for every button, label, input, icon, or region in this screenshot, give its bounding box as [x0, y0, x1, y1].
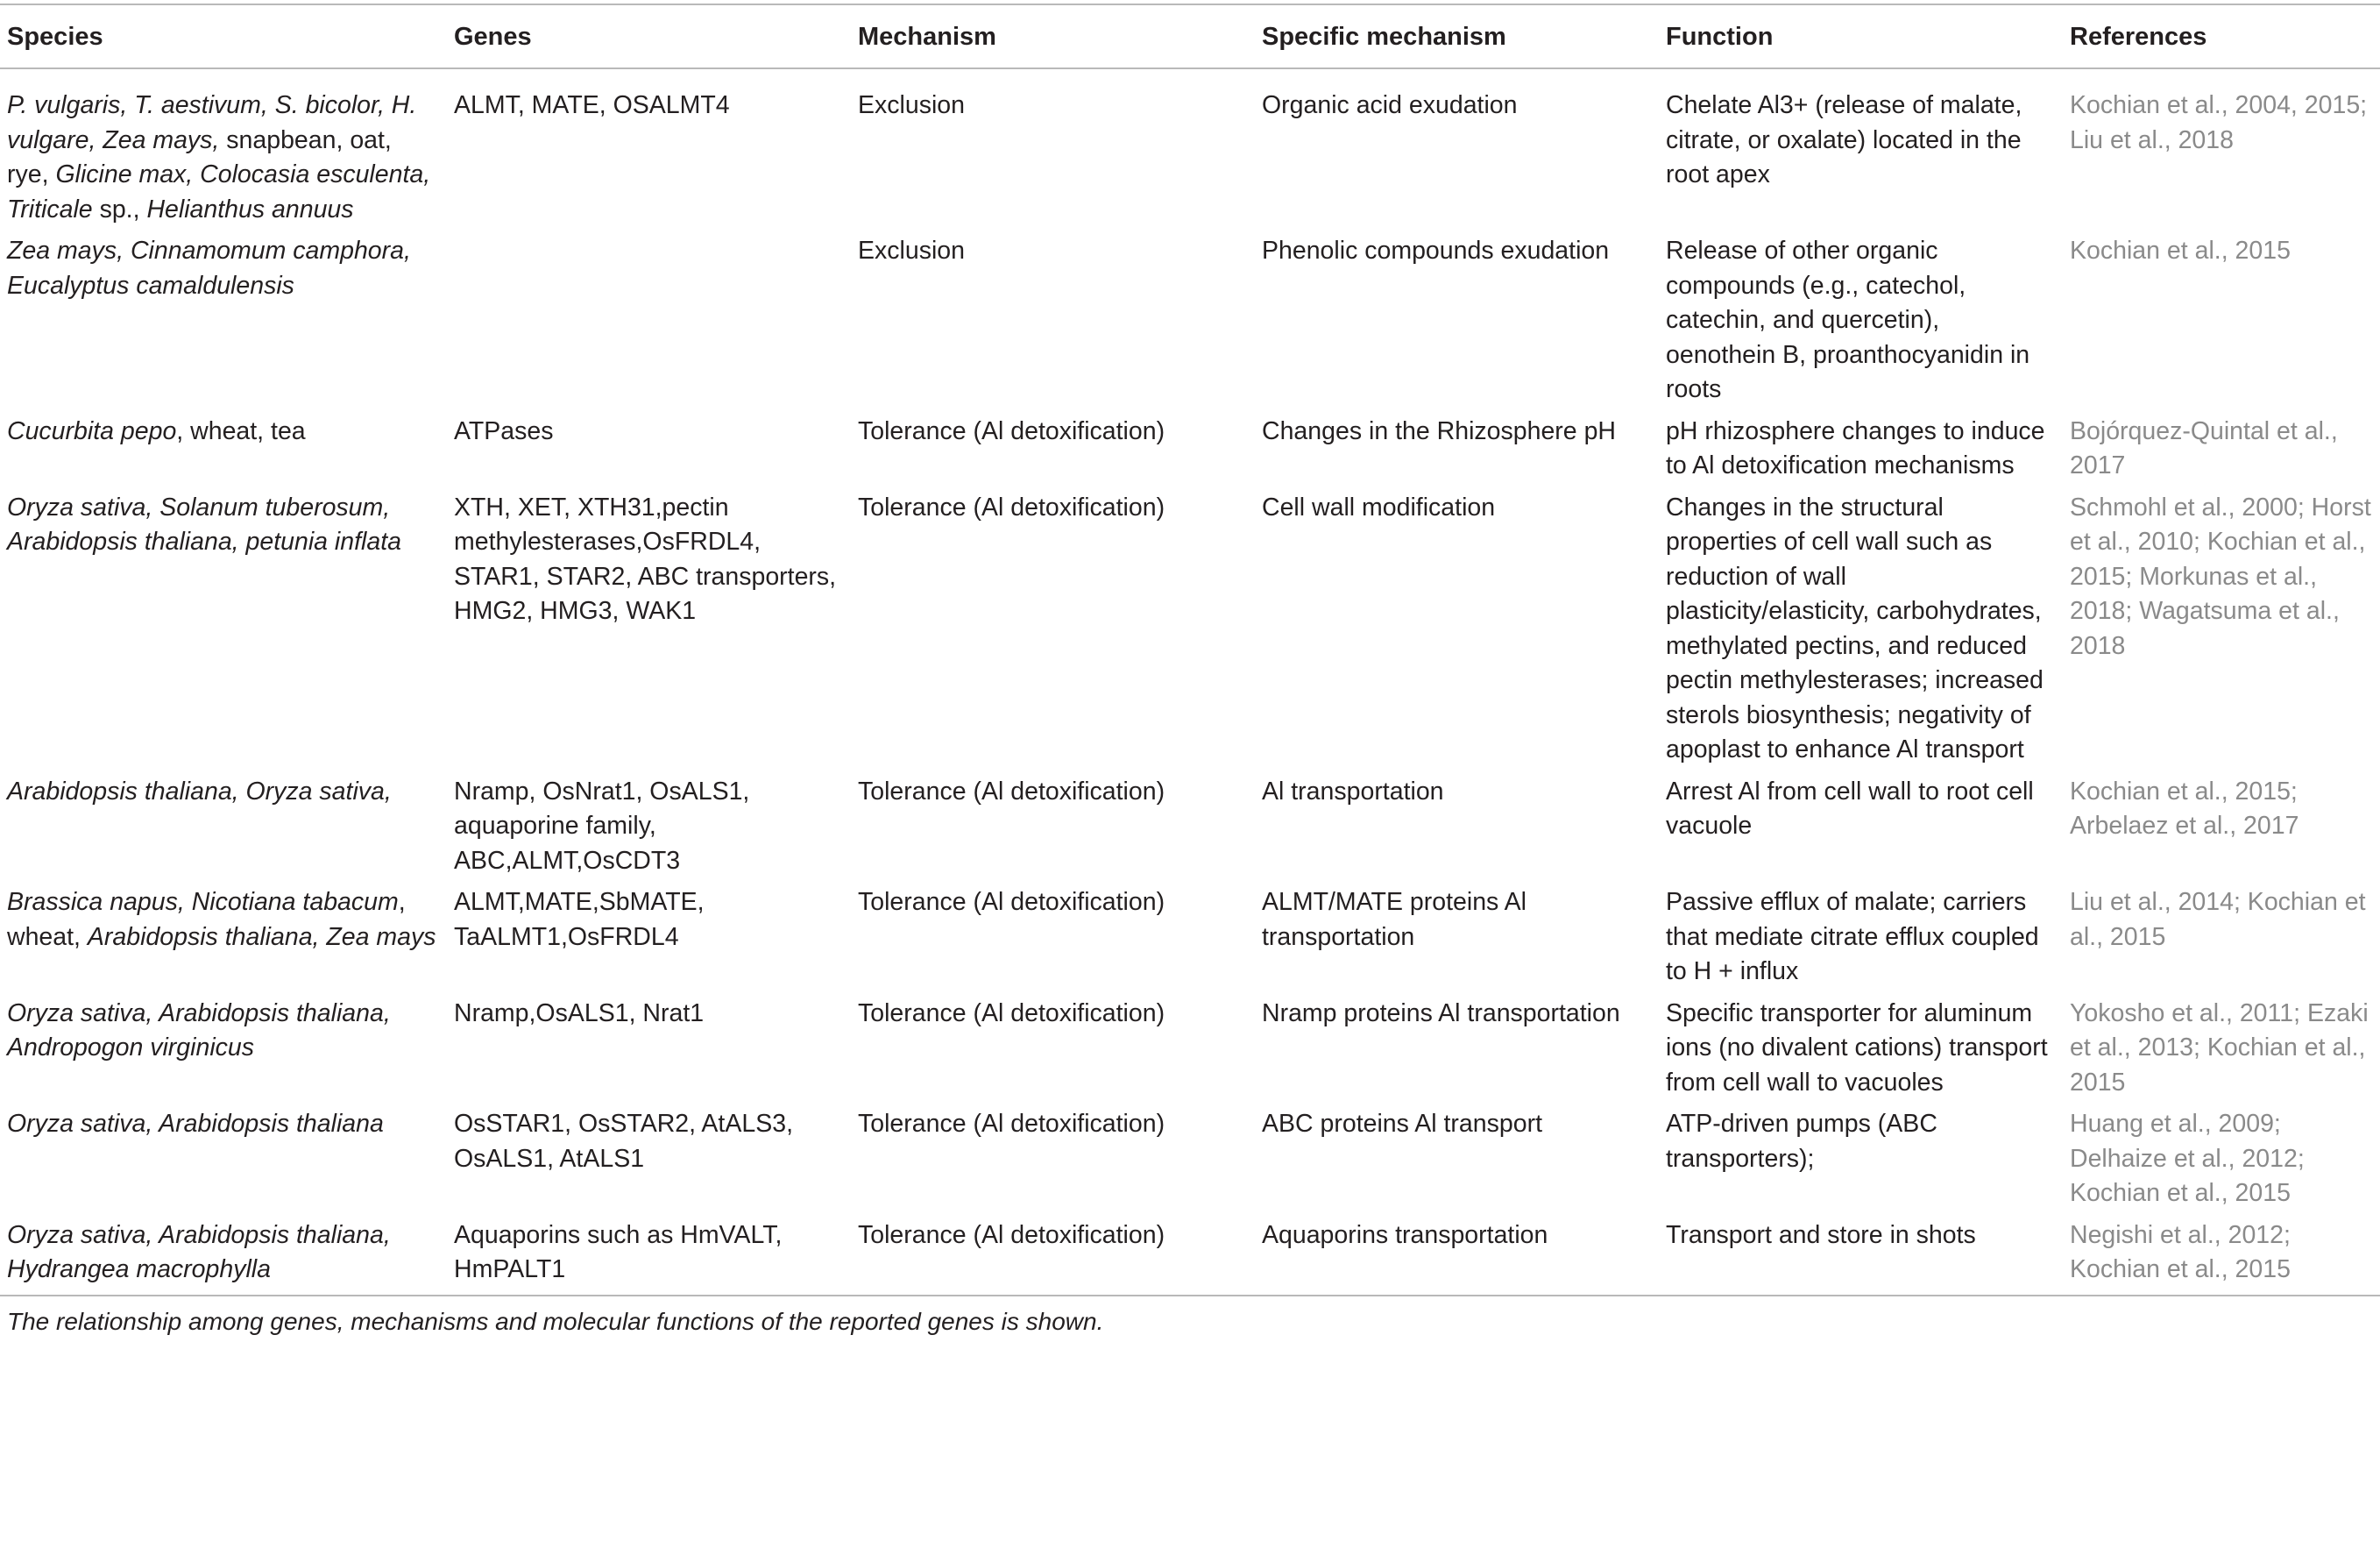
species-name-italic: Helianthus annuus: [146, 195, 354, 224]
header-function: Function: [1659, 4, 2063, 68]
function-cell: Passive efflux of malate; carriers that mediate citrate efflux coupled to H + influx: [1666, 888, 2039, 985]
table-row: [0, 234, 2380, 415]
species-cell: [0, 885, 447, 997]
mechanism-cell: Tolerance (Al detoxification): [858, 416, 1165, 445]
header-species: Species: [0, 4, 447, 68]
function-cell: Specific transporter for aluminum ions (no divalent cations) transport from cell wall to vacuoles: [1666, 998, 2048, 1097]
specific-mechanism-cell: Al transportation: [1262, 777, 1444, 806]
table-row: [0, 1107, 2380, 1218]
references-cell: Kochian et al., 2015; Arbelaez et al., 2017: [2070, 777, 2299, 840]
genes-cell: [447, 234, 851, 415]
species-cell: [0, 775, 447, 886]
header-mechanism: Mechanism: [851, 4, 1255, 68]
mechanism-cell: Tolerance (Al detoxification): [851, 1218, 1255, 1296]
references-cell: Schmohl et al., 2000; Horst et al., 2010; Kochian et al., 2015; Morkunas et al., 2018; Wagatsuma et al., 2018: [2070, 493, 2371, 660]
specific-mechanism-cell: Aquaporins transportation: [1255, 1218, 1659, 1296]
species-name-italic: Brassica napus, Nicotiana tabacum: [7, 888, 399, 916]
genes-cell: Nramp, OsNrat1, OsALS1, aquaporine family, ABC,ALMT,OsCDT3: [454, 777, 750, 875]
species-text: sp.,: [92, 195, 147, 224]
species-name-italic: Oryza sativa, Arabidopsis thaliana, Andropogon virginicus: [7, 998, 391, 1062]
species-cell: [0, 1218, 447, 1296]
species-text: , wheat,: [7, 888, 406, 951]
specific-mechanism-cell: ABC proteins Al transport: [1262, 1110, 1542, 1138]
table-caption: The relationship among genes, mechanisms and molecular functions of the reported genes is shown.: [7, 1307, 1104, 1335]
references-cell: Kochian et al., 2015: [2070, 237, 2291, 265]
references-cell: Yokosho et al., 2011; Ezaki et al., 2013; Kochian et al., 2015: [2070, 998, 2369, 1097]
specific-mechanism-cell: Organic acid exudation: [1262, 91, 1518, 119]
mechanism-cell: Tolerance (Al detoxification): [858, 1110, 1165, 1138]
species-cell: [0, 491, 447, 775]
genes-cell: ATPases: [454, 416, 554, 445]
genes-cell: XTH, XET, XTH31,pectin methylesterases,OsFRDL4, STAR1, STAR2, ABC transporters, HMG2, HMG3, WAK1: [454, 493, 837, 625]
mechanism-cell: Exclusion: [858, 237, 965, 265]
species-name-italic: P. vulgaris, T. aestivum, S. bicolor, H. vulgare, Zea mays,: [7, 91, 417, 154]
species-cell: [0, 997, 447, 1108]
table-row: [0, 1218, 2380, 1296]
table-row: [0, 885, 2380, 997]
table-row: [0, 68, 2380, 234]
references-cell: Huang et al., 2009; Delhaize et al., 2012; Kochian et al., 2015: [2070, 1110, 2305, 1207]
mechanism-cell: Tolerance (Al detoxification): [858, 888, 1165, 916]
species-cell: [0, 1107, 447, 1218]
species-text: , wheat, tea: [176, 416, 306, 445]
species-name-italic: Arabidopsis thaliana, Oryza sativa,: [7, 777, 392, 806]
function-cell: Changes in the structural properties of cell wall such as reduction of wall plasticity/elasticity, carbohydrates, methylated pectins, and reduced pectin methylesterases; increased sterols biosynthesis; negativity of apoplast to enhance Al transport: [1666, 493, 2044, 763]
references-cell: Kochian et al., 2004, 2015; Liu et al., 2018: [2070, 91, 2368, 154]
species-name-italic: Oryza sativa, Arabidopsis thaliana: [7, 1110, 384, 1138]
species-cell: [0, 234, 447, 415]
specific-mechanism-cell: Nramp proteins Al transportation: [1262, 998, 1620, 1027]
references-cell: Liu et al., 2014; Kochian et al., 2015: [2070, 888, 2366, 951]
genes-cell: ALMT, MATE, OSALMT4: [454, 91, 730, 119]
species-name-italic: Arabidopsis thaliana, Zea mays: [87, 922, 436, 951]
genes-cell: Aquaporins such as HmVALT, HmPALT1: [447, 1218, 851, 1296]
function-cell: Transport and store in shots: [1659, 1218, 2063, 1296]
species-name-italic: Zea mays, Cinnamomum camphora, Eucalyptus camaldulensis: [7, 237, 411, 300]
function-cell: Release of other organic compounds (e.g., catechol, catechin, and quercetin), oenothein B, proanthocyanidin in roots: [1666, 237, 2030, 403]
species-cell: [0, 68, 447, 234]
specific-mechanism-cell: Changes in the Rhizosphere pH: [1262, 416, 1616, 445]
genes-cell: OsSTAR1, OsSTAR2, AtALS3, OsALS1, AtALS1: [454, 1110, 793, 1173]
genes-cell: ALMT,MATE,SbMATE, TaALMT1,OsFRDL4: [454, 888, 705, 951]
mechanism-cell: Tolerance (Al detoxification): [858, 493, 1165, 522]
function-cell: Chelate Al3+ (release of malate, citrate, or oxalate) located in the root apex: [1666, 91, 2022, 188]
genes-cell: Nramp,OsALS1, Nrat1: [454, 998, 705, 1027]
function-cell: ATP-driven pumps (ABC transporters);: [1666, 1110, 1937, 1173]
specific-mechanism-cell: ALMT/MATE proteins Al transportation: [1262, 888, 1526, 951]
mechanism-cell: Exclusion: [858, 91, 965, 119]
header-row: [0, 4, 2380, 68]
species-name-italic: Oryza sativa, Solanum tuberosum, Arabidopsis thaliana, petunia inflata: [7, 493, 401, 556]
table-row: [0, 997, 2380, 1108]
table-header: [0, 4, 2380, 68]
function-cell: pH rhizosphere changes to induce to Al detoxification mechanisms: [1666, 416, 2045, 479]
mechanism-cell: Tolerance (Al detoxification): [858, 777, 1165, 806]
specific-mechanism-cell: Phenolic compounds exudation: [1262, 237, 1610, 265]
references-cell: Bojórquez-Quintal et al., 2017: [2070, 416, 2338, 479]
species-name-italic: Cucurbita pepo: [7, 416, 177, 445]
species-text: snapbean, oat, rye,: [7, 125, 392, 188]
table-row: [0, 775, 2380, 886]
genes-mechanisms-table: [0, 4, 2380, 1296]
species-name-italic: Oryza sativa, Arabidopsis thaliana, Hydrangea macrophylla: [7, 1220, 391, 1283]
mechanism-cell: Tolerance (Al detoxification): [858, 998, 1165, 1027]
function-cell: Arrest Al from cell wall to root cell vacuole: [1666, 777, 2034, 840]
table-row: [0, 491, 2380, 775]
references-cell: Negishi et al., 2012; Kochian et al., 2015: [2063, 1218, 2380, 1296]
table-row: [0, 415, 2380, 491]
header-references: References: [2063, 4, 2380, 68]
specific-mechanism-cell: Cell wall modification: [1262, 493, 1496, 522]
header-specific-mechanism: Specific mechanism: [1255, 4, 1659, 68]
species-cell: [0, 415, 447, 491]
table-body: [0, 68, 2380, 1296]
header-genes: Genes: [447, 4, 851, 68]
species-name-italic: Glicine max, Colocasia esculenta, Triticale: [7, 160, 431, 224]
